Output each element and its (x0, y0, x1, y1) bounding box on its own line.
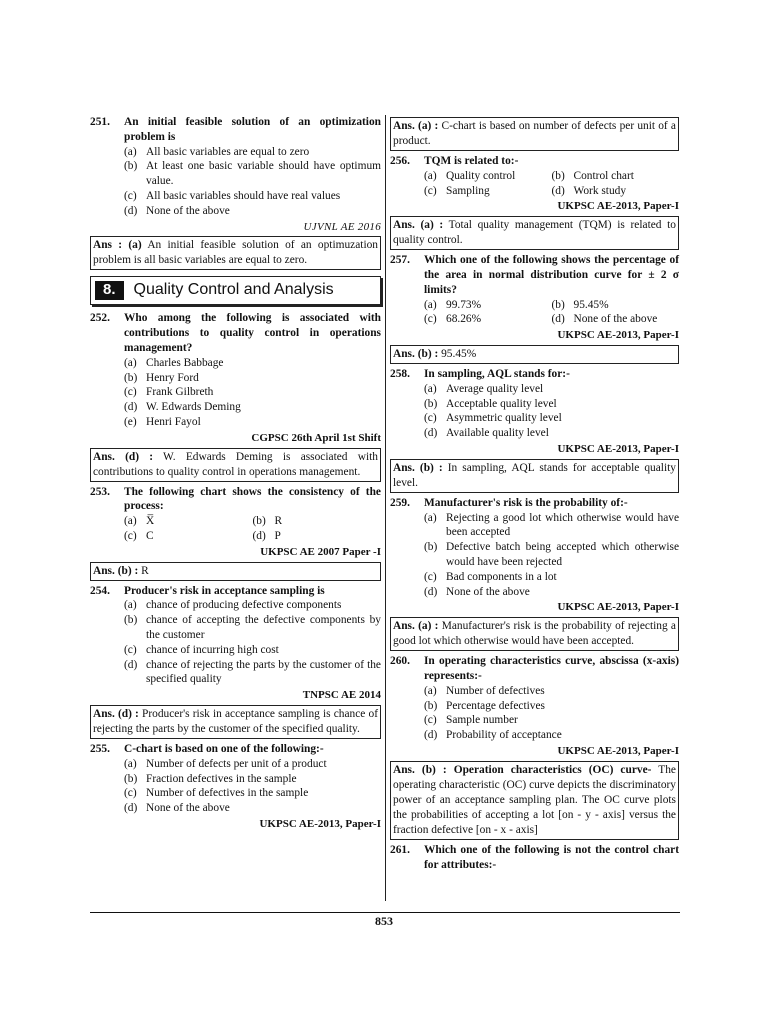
option-label: (a) (424, 169, 437, 182)
answer-box (390, 761, 679, 840)
option-label: (c) (424, 570, 437, 583)
option-label: (d) (124, 802, 138, 815)
option-label: (b) (124, 160, 138, 173)
question-number: 254. (90, 584, 110, 597)
option-label: (c) (424, 313, 437, 326)
option-item (424, 184, 552, 199)
question-254 (90, 584, 381, 688)
option-text: Percentage defectives (446, 699, 545, 712)
answer-text: Total quality management (TQM) is related to quality control. (393, 219, 677, 247)
option-text: Acceptable quality level (446, 397, 557, 410)
answer-key: Ans. (b) : (93, 564, 139, 577)
options-list (424, 382, 679, 441)
option-text: None of the above (446, 585, 530, 598)
option-item (124, 371, 381, 386)
option-text: W. Edwards Deming (146, 401, 241, 414)
option-item (552, 298, 680, 313)
exam-source: UKPSC AE-2013, Paper-I (259, 817, 381, 830)
answer-box (390, 459, 679, 493)
option-text: Charles Babbage (146, 356, 224, 369)
section-title: Quality Control and Analysis (133, 281, 334, 299)
option-item (424, 312, 552, 327)
exam-source: TNPSC AE 2014 (302, 689, 381, 702)
answer-box (90, 236, 381, 270)
question-number: 260. (390, 655, 410, 668)
question-number: 253. (90, 485, 110, 498)
question-number: 258. (390, 367, 410, 380)
question-stem: In sampling, AQL stands for:- (424, 367, 570, 380)
option-label: (b) (124, 772, 138, 785)
option-item (424, 298, 552, 313)
answer-box (390, 617, 679, 651)
option-text: All basic variables should have real values (146, 189, 341, 202)
question-stem: Which one of the following shows the percentage of the area in normal distribution curve for ± 2 σ limits? (424, 254, 679, 296)
option-label: (a) (424, 511, 437, 524)
option-text: Rejecting a good lot which otherwise would have been accepted (446, 511, 679, 539)
right-column (390, 115, 679, 872)
option-text: None of the above (146, 204, 230, 217)
option-label: (a) (124, 757, 137, 770)
option-item (424, 411, 679, 426)
option-label: (a) (424, 382, 437, 395)
question-253 (90, 485, 381, 544)
option-text: Available quality level (446, 427, 549, 440)
answer-text: In sampling, AQL stands for acceptable quality level. (393, 461, 676, 489)
option-item (124, 145, 381, 160)
answer-box (90, 448, 381, 482)
option-text: C (146, 529, 154, 542)
option-item (124, 772, 381, 787)
option-text: Frank Gilbreth (146, 386, 214, 399)
option-text: X̅ (146, 515, 155, 528)
answer-text: The operating characteristic (OC) curve depicts the discriminatory power of an acceptance sampling plan. The OC curve plots the probabilities of accepting a lot [on - y - axis] versus the fraction defective [on - x - axis] (393, 763, 676, 836)
option-text: chance of accepting the defective components by the customer (146, 614, 381, 641)
option-item (124, 415, 381, 430)
option-label: (c) (424, 714, 437, 727)
option-label: (a) (424, 298, 437, 311)
option-label: (c) (124, 529, 137, 542)
option-text: Sample number (446, 714, 518, 727)
answer-text: An initial feasible solution of an optimuzation problem is all basic variables are equal to zero. (93, 239, 379, 267)
question-256 (390, 154, 679, 198)
option-text: Bad components in a lot (446, 570, 557, 583)
question-255 (90, 742, 381, 816)
option-label: (b) (424, 397, 438, 410)
answer-box (390, 117, 679, 151)
option-item (253, 529, 382, 544)
option-label: (b) (252, 515, 266, 528)
options-list (424, 511, 679, 600)
option-label: (e) (124, 415, 137, 428)
option-label: (c) (424, 184, 437, 197)
exam-source: UKPSC AE-2013, Paper-I (557, 601, 679, 614)
options-list (124, 514, 381, 544)
option-text: Sampling (446, 184, 490, 197)
option-label: (d) (124, 658, 138, 671)
options-list (424, 169, 679, 199)
option-item (552, 184, 680, 199)
question-stem: Who among the following is associated with contributions to quality control in operations management? (124, 312, 381, 354)
option-item (424, 397, 679, 412)
option-text: Quality control (446, 169, 516, 182)
option-item (552, 169, 680, 184)
answer-key: Ans. (a) : (393, 620, 439, 633)
question-stem: Manufacturer's risk is the probability of:- (424, 496, 628, 509)
option-text: Number of defects per unit of a product (146, 757, 327, 770)
question-number: 252. (90, 312, 110, 325)
question-number: 259. (390, 496, 410, 509)
exam-source: UKPSC AE-2013, Paper-I (557, 442, 679, 455)
option-text: Work study (573, 184, 627, 197)
option-label: (c) (424, 412, 437, 425)
option-item (424, 699, 679, 714)
option-text: Henri Fayol (146, 415, 201, 428)
options-list (124, 598, 381, 687)
option-text: Probability of acceptance (446, 729, 562, 742)
option-text: Control chart (573, 169, 634, 182)
answer-text: Producer's risk in acceptance sampling is chance of rejecting the parts by the customer of the specified quality. (93, 707, 378, 735)
option-label: (a) (124, 145, 137, 158)
exam-source: UKPSC AE 2007 Paper -I (260, 545, 381, 558)
exam-source: CGPSC 26th April 1st Shift (251, 431, 381, 444)
option-label: (c) (124, 643, 137, 656)
question-number: 251. (90, 116, 110, 128)
option-item (124, 786, 381, 801)
option-label: (d) (124, 204, 138, 217)
option-label: (d) (424, 729, 438, 742)
options-list (124, 757, 381, 816)
option-item (124, 598, 381, 613)
option-label: (c) (124, 787, 137, 800)
option-item (124, 643, 381, 658)
option-label: (d) (551, 313, 565, 326)
answer-text: C-chart is based on number of defects per unit of a product. (393, 120, 676, 147)
option-text: 68.26% (446, 313, 482, 326)
option-item (124, 159, 381, 189)
section-header (90, 276, 381, 305)
options-list (124, 145, 381, 219)
option-text: Henry Ford (146, 371, 199, 384)
question-257 (390, 253, 679, 327)
question-stem: Which one of the following is not the control chart for attributes:- (424, 843, 679, 871)
option-label: (d) (551, 184, 565, 197)
question-stem: In operating characteristics curve, abscissa (x-axis) represents:- (424, 655, 679, 682)
column-divider (385, 115, 386, 901)
answer-text: Manufacturer's risk is the probability of rejecting a good lot which otherwise would have been accepted. (393, 620, 676, 648)
answer-box (390, 345, 679, 364)
option-label: (c) (124, 386, 137, 399)
option-text: chance of rejecting the parts by the customer of the specified quality (146, 658, 381, 686)
question-stem: C-chart is based on one of the following:- (124, 742, 324, 755)
option-item (424, 426, 679, 441)
question-261 (390, 843, 679, 873)
option-label: (b) (551, 298, 565, 311)
option-text: R (274, 515, 283, 528)
option-item (253, 514, 382, 529)
options-list (424, 684, 679, 743)
option-text: Average quality level (446, 382, 544, 395)
question-number: 257. (390, 254, 410, 267)
option-text: P (274, 529, 281, 542)
answer-text: 95.45% (438, 347, 477, 360)
option-text: At least one basic variable should have optimum value. (146, 160, 381, 188)
option-label: (b) (424, 699, 438, 712)
question-stem: The following chart shows the consistency of the process: (124, 485, 381, 513)
question-stem: Producer's risk in acceptance sampling is (124, 584, 325, 597)
option-item (124, 189, 381, 204)
option-item (124, 385, 381, 400)
question-258 (390, 367, 679, 441)
page-number: 853 (375, 914, 393, 928)
option-text: None of the above (573, 313, 658, 326)
option-item (424, 511, 679, 541)
option-item (424, 570, 679, 585)
option-label: (c) (124, 189, 137, 202)
answer-text: W. Edwards Deming is associated with contributions to quality control in operations management. (93, 450, 378, 478)
option-item (124, 514, 253, 529)
question-stem: An initial feasible solution of an optimization problem is (124, 116, 381, 143)
left-column (90, 115, 381, 833)
option-label: (d) (252, 529, 266, 542)
option-item (424, 540, 679, 570)
option-label: (a) (124, 515, 137, 528)
option-item (424, 382, 679, 397)
question-251 (90, 115, 381, 219)
option-text: All basic variables are equal to zero (146, 145, 310, 158)
option-text: Number of defectives in the sample (146, 787, 309, 800)
section-number: 8. (95, 281, 124, 300)
question-stem: TQM is related to:- (424, 155, 519, 167)
answer-box (90, 562, 381, 581)
option-item (124, 658, 381, 688)
answer-key: Ans. (b) : (393, 347, 439, 360)
options-list (424, 298, 679, 328)
option-label: (a) (424, 684, 437, 697)
question-252 (90, 311, 381, 429)
option-item (552, 312, 680, 327)
option-item (124, 356, 381, 371)
option-item (424, 585, 679, 600)
option-item (124, 529, 253, 544)
option-label: (a) (124, 356, 137, 369)
option-item (124, 801, 381, 816)
option-label: (d) (124, 401, 138, 414)
answer-key: Ans. (d) : (93, 450, 154, 463)
question-260 (390, 654, 679, 743)
footer-rule (90, 912, 680, 913)
option-item (124, 204, 381, 219)
answer-key: Ans. (a) : (393, 120, 439, 132)
option-label: (b) (424, 541, 438, 554)
option-text: Fraction defectives in the sample (146, 772, 297, 785)
option-item (424, 684, 679, 699)
option-text: Number of defectives (446, 684, 545, 697)
answer-box (390, 216, 679, 250)
answer-key: Ans. (a) : (393, 219, 444, 232)
option-text: Defective batch being accepted which otherwise would have been rejected (446, 541, 679, 568)
option-label: (a) (124, 599, 137, 612)
options-list (124, 356, 381, 430)
option-text: chance of producing defective components (146, 599, 342, 612)
option-text: 95.45% (573, 298, 609, 311)
question-number: 255. (90, 742, 110, 755)
exam-source: UKPSC AE-2013, Paper-I (557, 200, 679, 213)
question-number: 256. (390, 155, 410, 167)
answer-key: Ans. (b) : (393, 461, 443, 474)
answer-key: Ans. (d) : (93, 707, 139, 720)
question-number: 261. (390, 843, 410, 856)
option-item (424, 728, 679, 743)
option-item (124, 613, 381, 643)
option-text: chance of incurring high cost (146, 643, 279, 656)
question-259 (390, 496, 679, 600)
option-item (124, 757, 381, 772)
option-label: (b) (124, 371, 138, 384)
option-item (424, 713, 679, 728)
option-text: None of the above (146, 802, 230, 815)
answer-box (90, 705, 381, 739)
exam-source: UKPSC AE-2013, Paper-I (557, 744, 679, 757)
option-item (124, 400, 381, 415)
option-item (424, 169, 552, 184)
exam-source: UKPSC AE-2013, Paper-I (557, 329, 679, 342)
option-label: (b) (124, 614, 138, 627)
answer-text: R (138, 564, 149, 577)
option-text: 99.73% (446, 298, 482, 311)
option-text: Asymmetric quality level (446, 412, 562, 425)
option-label: (b) (551, 169, 565, 182)
answer-key: Ans. (b) : Operation characteristics (OC) curve- (393, 763, 652, 776)
exam-source: UJVNL AE 2016 (303, 220, 381, 233)
option-label: (d) (424, 427, 438, 440)
option-label: (d) (424, 585, 438, 598)
answer-key: Ans : (a) (93, 239, 142, 252)
